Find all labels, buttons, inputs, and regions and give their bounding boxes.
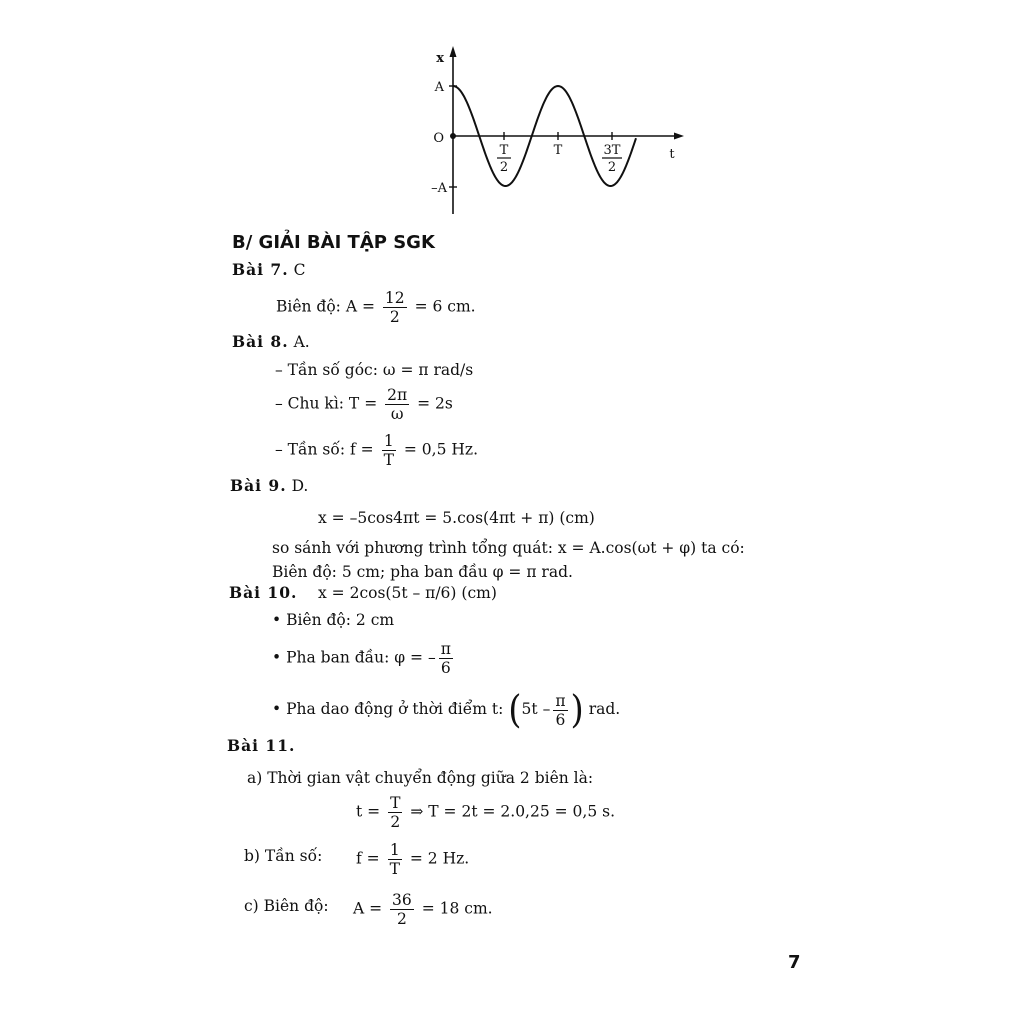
fraction-numerator: 1 [389, 841, 400, 859]
fraction [382, 432, 396, 469]
bai8-answer: A. [293, 333, 310, 351]
fraction-denominator: 6 [555, 710, 566, 729]
bai10-title: Bài 10. [229, 583, 298, 602]
amplitude-top-label: A [434, 80, 444, 95]
bai10-phase [272, 687, 621, 733]
formula-prefix: t = [356, 802, 381, 821]
formula-suffix: = 0,5 Hz. [403, 440, 478, 459]
bai9-result: Biên độ: 5 cm; pha ban đầu φ = π rad. [272, 563, 573, 581]
formula-prefix: f = [356, 849, 380, 868]
bai9-equation: x = –5cos4πt = 5.cos(4πt + π) (cm) [318, 509, 595, 527]
fraction-numerator: 1 [383, 432, 394, 450]
formula-suffix: = 2 Hz. [409, 849, 470, 868]
page-number: 7 [788, 952, 801, 973]
formula-prefix: – Chu kì: T = [275, 394, 378, 413]
bai10-heading [229, 583, 297, 603]
fraction-denominator: ω [390, 405, 404, 423]
oscillation-graph [0, 0, 1024, 230]
tick-full-label: T [553, 143, 563, 158]
fraction-denominator: T [383, 451, 394, 469]
tick-half-denominator: 2 [499, 160, 509, 175]
bai9-comparison: so sánh với phương trình tổng quát: x = A.cos(ωt + φ) ta có: [272, 539, 745, 557]
formula-prefix: • Pha dao động ở thời điểm t: [272, 700, 504, 718]
bai9-heading [230, 476, 308, 496]
bai10-equation: x = 2cos(5t – π/6) (cm) [318, 584, 497, 602]
bai8-period [275, 386, 453, 423]
fraction [383, 289, 407, 326]
bai11-heading [227, 736, 295, 756]
fraction-denominator: T [389, 860, 400, 878]
bai10-amplitude: • Biên độ: 2 cm [272, 611, 395, 629]
formula-suffix: ⇒ T = 2t = 2.0,25 = 0,5 s. [410, 802, 616, 821]
close-parenthesis: ) [570, 687, 584, 733]
bai11-title: Bài 11. [227, 736, 296, 755]
fraction-denominator: 2 [389, 308, 400, 326]
tick-three-half-numerator: 3T [603, 143, 621, 158]
formula-prefix: – Tần số: f = [275, 440, 374, 459]
open-parenthesis: ( [508, 687, 522, 733]
bai11-part-b-label: b) Tần số: [244, 847, 323, 865]
bai10-initial-phase [272, 640, 456, 677]
bai11-part-c-formula [353, 891, 493, 928]
fraction [439, 640, 453, 677]
formula-prefix: Biên độ: A = [276, 297, 375, 316]
fraction [390, 891, 414, 928]
bai7-heading [232, 260, 305, 280]
origin-dot [450, 133, 456, 139]
fraction [553, 692, 567, 729]
bai11-part-a-text: a) Thời gian vật chuyển động giữa 2 biên là: [247, 769, 594, 787]
bai9-answer: D. [291, 477, 309, 495]
fraction-numerator: 12 [384, 289, 405, 307]
bai7-title: Bài 7. [232, 260, 289, 279]
bai9-title: Bài 9. [230, 476, 287, 495]
fraction [385, 386, 409, 423]
bai11-part-a-formula [356, 794, 615, 831]
formula-prefix: • Pha ban đầu: φ = – [272, 648, 436, 667]
formula-suffix: = 6 cm. [414, 297, 476, 316]
bai8-frequency [275, 432, 478, 469]
bai7-answer: C [293, 261, 306, 279]
fraction-numerator: 2π [387, 386, 408, 404]
fraction [388, 841, 402, 878]
formula-prefix: A = [353, 899, 383, 918]
horizontal-axis [453, 133, 684, 140]
origin-label: O [433, 131, 444, 146]
vertical-axis [450, 46, 457, 214]
fraction-numerator: π [440, 640, 451, 658]
fraction-denominator: 2 [390, 813, 401, 831]
fraction-numerator: T [390, 794, 401, 812]
fraction-denominator: 6 [440, 659, 451, 677]
phase-inner: 5t – [521, 700, 551, 718]
horizontal-axis-label: t [669, 147, 675, 162]
fraction [388, 794, 402, 831]
section-title: B/ GIẢI BÀI TẬP SGK [232, 232, 435, 253]
tick-half-numerator: T [499, 143, 509, 158]
vertical-axis-label: x [436, 51, 444, 66]
fraction-denominator: 2 [396, 910, 407, 928]
fraction-numerator: 36 [392, 891, 412, 909]
bai11-part-c-label: c) Biên độ: [244, 897, 329, 915]
bai8-heading [232, 332, 310, 352]
amplitude-bottom-label: –A [431, 181, 447, 196]
bai7-amplitude [276, 289, 476, 326]
formula-suffix: = 18 cm. [421, 899, 493, 918]
fraction-numerator: π [555, 691, 566, 710]
tick-three-half-denominator: 2 [607, 160, 617, 175]
bai8-angular-frequency: – Tần số góc: ω = π rad/s [275, 361, 474, 379]
formula-suffix: = 2s [417, 394, 453, 413]
formula-suffix: rad. [588, 700, 621, 718]
bai11-part-b-formula [356, 841, 469, 878]
bai8-title: Bài 8. [232, 332, 289, 351]
